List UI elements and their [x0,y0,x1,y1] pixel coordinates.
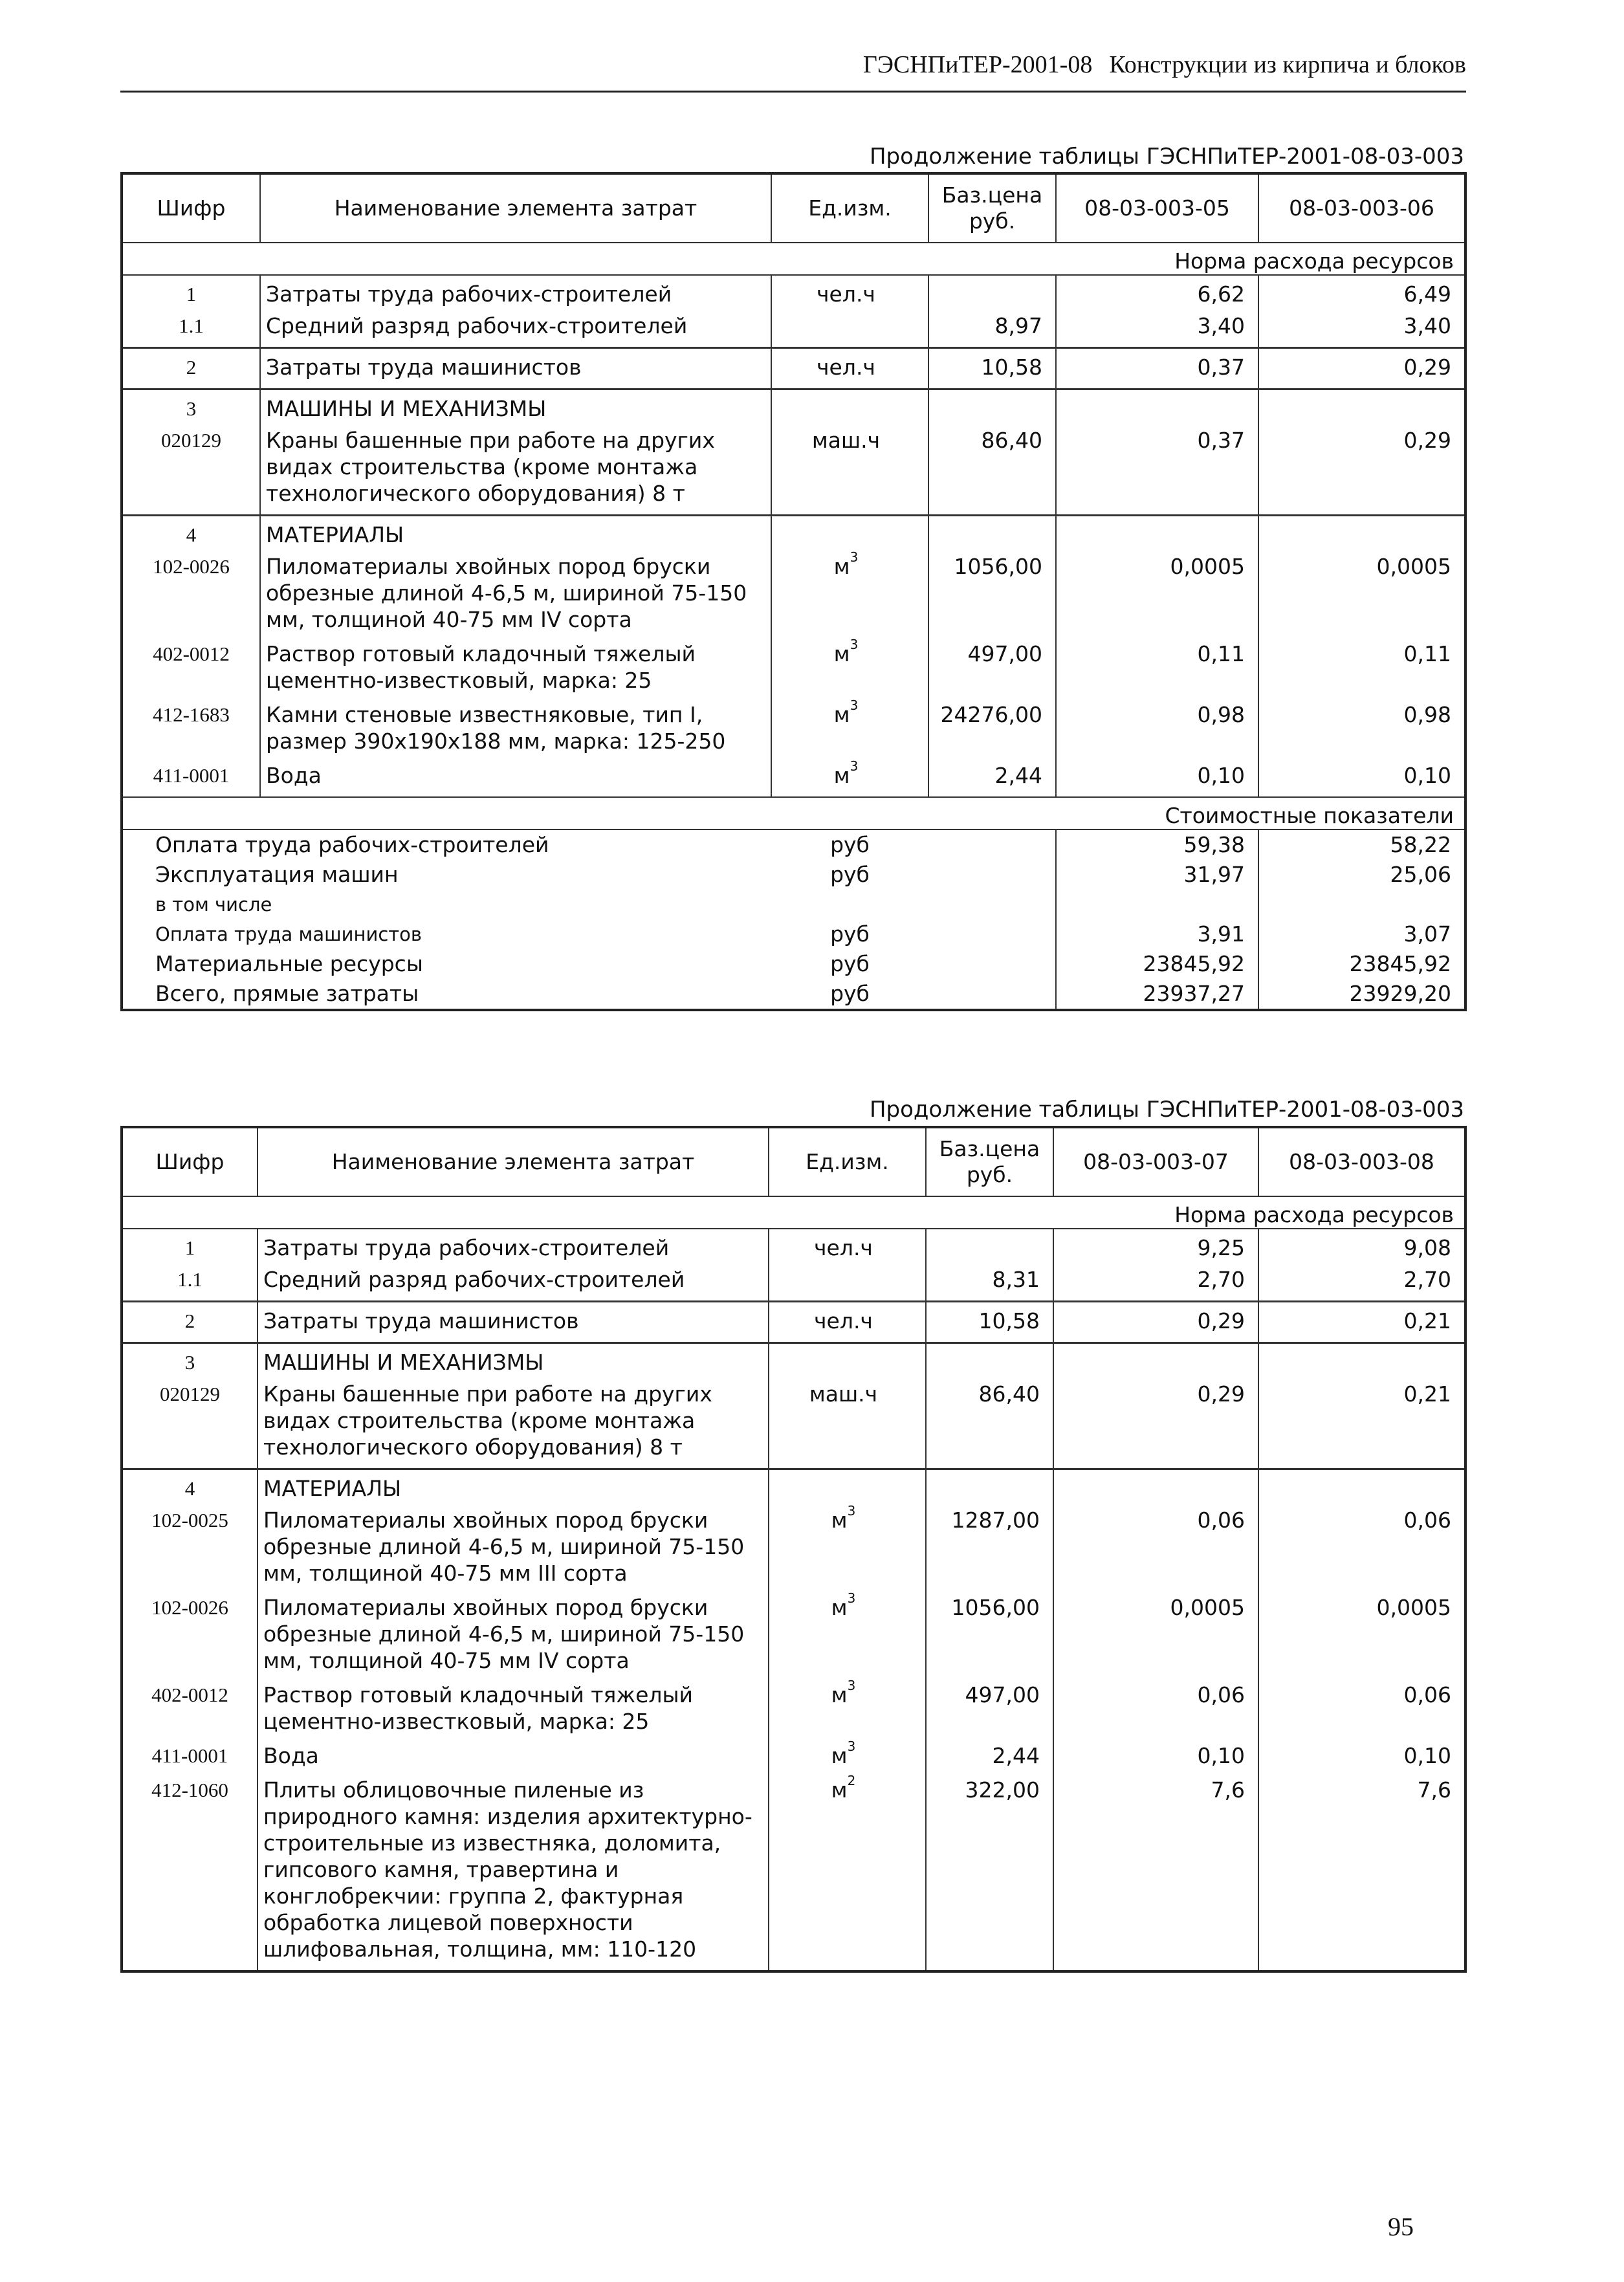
header-price [928,173,1056,243]
cost-row [122,829,1465,860]
row-unit: чел.ч [769,1302,926,1343]
row-value-a: 0,06 [1053,1682,1258,1742]
row-value-a: 0,10 [1056,762,1258,797]
cost-name: Оплата труда рабочих-строителей [155,832,549,857]
cost-unit: руб [830,921,870,947]
row-value-b: 0,21 [1258,1302,1465,1343]
cost-unit: руб [830,981,870,1006]
cost-value-b: 3,07 [1258,919,1465,949]
row-name: Затраты труда рабочих-строителей [258,1229,769,1261]
row-code: 102-0026 [122,548,260,641]
cost-name: Всего, прямые затраты [155,981,419,1006]
table1 [120,172,1467,1011]
section-title: МАТЕРИАЛЫ [260,516,771,549]
row-unit: $м^3$ [769,1682,926,1742]
row-code: 411-0001 [122,1742,258,1777]
row-value-b: 0,29 [1258,422,1465,516]
table-row [122,1502,1465,1594]
row-name: Пиломатериалы хвойных пород бруски обрезные длиной 4-6,5 м, шириной 75-150 мм, толщиной 40-75 мм IV сорта [258,1594,769,1682]
header-col-b: 08-03-003-06 [1258,173,1465,243]
row-value-b: 0,11 [1258,641,1465,701]
row-code: 1 [122,1229,258,1261]
row-code: 2 [122,348,260,389]
row-value-a: 0,98 [1056,701,1258,762]
table-row [122,275,1465,307]
row-price: 2,44 [928,762,1056,797]
section-code: 3 [122,389,260,422]
cost-value-b: 25,06 [1258,860,1465,890]
row-code: 402-0012 [122,1682,258,1742]
table1-caption: Продолжение таблицы ГЭСНПиТЕР-2001-08-03-003 [869,144,1464,170]
row-value-a: 6,62 [1056,275,1258,307]
cost-row [122,860,1465,890]
section-code: 4 [122,1469,258,1502]
row-unit [771,307,928,348]
row-code: 1.1 [122,307,260,348]
header-col-a: 08-03-003-05 [1056,173,1258,243]
cost-value-a: 3,91 [1056,919,1258,949]
row-code: 102-0025 [122,1502,258,1594]
row-code: 2 [122,1302,258,1343]
section-code: 3 [122,1343,258,1376]
cost-value-a: 59,38 [1056,829,1258,860]
section-row [122,389,1465,422]
row-name: Плиты облицовочные пиленые из природного камня: изделия архитектурно-строительные из известняка, доломита, гипсового камня, травертина и конглобрекчии: группа 2, фактурная обработка лицевой поверхности шлифовальная, толщина, мм: 110-120 [258,1777,769,1971]
section-row [122,1469,1465,1502]
row-price: 10,58 [928,348,1056,389]
cost-label: Стоимостные показатели [122,797,1465,829]
header-code: Шифр [122,173,260,243]
header-price-line2: руб. [966,1162,1013,1187]
header-price-line1: Баз.цена [941,182,1043,208]
row-name: Средний разряд рабочих-строителей [260,307,771,348]
table-row [122,641,1465,701]
row-name: Вода [260,762,771,797]
row-name: Пиломатериалы хвойных пород бруски обрезные длиной 4-6,5 м, шириной 75-150 мм, толщиной 40-75 мм IV сорта [260,548,771,641]
header-code: Шифр [122,1127,258,1196]
header-price [926,1127,1053,1196]
section-row [122,516,1465,549]
row-value-b: 0,21 [1258,1376,1465,1469]
cost-value-b: 58,22 [1258,829,1465,860]
row-value-b: 3,40 [1258,307,1465,348]
cost-row [122,979,1465,1010]
row-code: 402-0012 [122,641,260,701]
cost-band [122,797,1465,829]
row-value-b: 0,0005 [1258,1594,1465,1682]
row-unit [769,1261,926,1302]
row-code: 1.1 [122,1261,258,1302]
section-title: МАТЕРИАЛЫ [258,1469,769,1502]
row-value-a: 0,29 [1053,1302,1258,1343]
row-value-a: 0,06 [1053,1502,1258,1594]
norm-band [122,1196,1465,1229]
norm-band [122,243,1465,275]
row-unit: $м^3$ [771,641,928,701]
cost-row [122,890,1465,919]
header-unit: Ед.изм. [769,1127,926,1196]
page-number: 95 [1388,2212,1414,2241]
cost-name: Эксплуатация машин [155,862,399,887]
row-code: 412-1683 [122,701,260,762]
cost-value-b: 23929,20 [1258,979,1465,1010]
table1-header-row [122,173,1465,243]
cost-value-a: 23937,27 [1056,979,1258,1010]
row-name: Раствор готовый кладочный тяжелый цементно-известковый, марка: 25 [260,641,771,701]
header-unit: Ед.изм. [771,173,928,243]
row-value-b: 0,10 [1258,762,1465,797]
table2-caption: Продолжение таблицы ГЭСНПиТЕР-2001-08-03-003 [869,1097,1464,1123]
row-value-a: 2,70 [1053,1261,1258,1302]
section-code: 4 [122,516,260,549]
row-price [928,275,1056,307]
row-name: Затраты труда машинистов [260,348,771,389]
header-col-b: 08-03-003-08 [1258,1127,1465,1196]
cost-row [122,919,1465,949]
table-row [122,1229,1465,1261]
row-unit: $м^3$ [771,762,928,797]
row-value-b: 0,10 [1258,1742,1465,1777]
row-value-b: 7,6 [1258,1777,1465,1971]
row-unit: $м^3$ [771,701,928,762]
norm-label: Норма расхода ресурсов [122,1196,1465,1229]
row-value-a: 0,10 [1053,1742,1258,1777]
row-code: 020129 [122,422,260,516]
row-value-b: 0,98 [1258,701,1465,762]
norm-label: Норма расхода ресурсов [122,243,1465,275]
page-header [120,50,1466,93]
row-name: Раствор готовый кладочный тяжелый цементно-известковый, марка: 25 [258,1682,769,1742]
row-price: 8,97 [928,307,1056,348]
row-value-b: 0,29 [1258,348,1465,389]
header-col-a: 08-03-003-07 [1053,1127,1258,1196]
cost-row [122,949,1465,979]
row-code: 1 [122,275,260,307]
row-value-a: 3,40 [1056,307,1258,348]
cost-name: в том числе [155,894,272,916]
row-value-a: 7,6 [1053,1777,1258,1971]
cost-unit: руб [830,862,870,887]
row-unit: $м^3$ [769,1594,926,1682]
cost-value-a: 23845,92 [1056,949,1258,979]
table-row [122,348,1465,389]
table-row [122,422,1465,516]
row-unit: маш.ч [769,1376,926,1469]
row-name: Камни стеновые известняковые, тип I, размер 390x190x188 мм, марка: 125-250 [260,701,771,762]
row-price: 1056,00 [928,548,1056,641]
row-name: Средний разряд рабочих-строителей [258,1261,769,1302]
table-row [122,762,1465,797]
row-price [926,1229,1053,1261]
row-value-a: 0,0005 [1053,1594,1258,1682]
row-value-b: 0,0005 [1258,548,1465,641]
row-price: 86,40 [926,1376,1053,1469]
table-row [122,1261,1465,1302]
document-title: Конструкции из кирпича и блоков [1109,51,1466,78]
table-row [122,307,1465,348]
row-value-a: 0,37 [1056,348,1258,389]
table-row [122,1742,1465,1777]
row-price: 1056,00 [926,1594,1053,1682]
cost-name: Материальные ресурсы [155,951,423,976]
row-name: Краны башенные при работе на других видах строительства (кроме монтажа технологического оборудования) 8 т [260,422,771,516]
cost-unit: руб [830,832,870,857]
row-value-a: 0,0005 [1056,548,1258,641]
row-price: 1287,00 [926,1502,1053,1594]
row-price: 322,00 [926,1777,1053,1971]
row-price: 497,00 [928,641,1056,701]
table2-header-row [122,1127,1465,1196]
table-row [122,1594,1465,1682]
table-row [122,701,1465,762]
row-unit: чел.ч [769,1229,926,1261]
cost-name: Оплата труда машинистов [155,923,422,945]
row-value-b: 0,06 [1258,1682,1465,1742]
row-price: 8,31 [926,1261,1053,1302]
row-unit: $м^3$ [771,548,928,641]
row-name: Пиломатериалы хвойных пород бруски обрезные длиной 4-6,5 м, шириной 75-150 мм, толщиной 40-75 мм III сорта [258,1502,769,1594]
row-code: 020129 [122,1376,258,1469]
cost-unit: руб [830,951,870,976]
header-name: Наименование элемента затрат [258,1127,769,1196]
row-name: Вода [258,1742,769,1777]
row-name: Затраты труда рабочих-строителей [260,275,771,307]
row-price: 10,58 [926,1302,1053,1343]
table-row [122,1302,1465,1343]
row-code: 411-0001 [122,762,260,797]
row-price: 497,00 [926,1682,1053,1742]
table-row [122,1376,1465,1469]
row-value-a: 0,29 [1053,1376,1258,1469]
row-code: 412-1060 [122,1777,258,1971]
section-title: МАШИНЫ И МЕХАНИЗМЫ [258,1343,769,1376]
table2 [120,1126,1467,1973]
row-value-b: 6,49 [1258,275,1465,307]
row-name: Краны башенные при работе на других видах строительства (кроме монтажа технологического оборудования) 8 т [258,1376,769,1469]
document-code: ГЭСНПиТЕР-2001-08 [862,51,1093,78]
row-code: 102-0026 [122,1594,258,1682]
row-value-a: 0,37 [1056,422,1258,516]
row-value-b: 2,70 [1258,1261,1465,1302]
row-value-a: 0,11 [1056,641,1258,701]
row-unit: $м^2$ [769,1777,926,1971]
cost-value-a: 31,97 [1056,860,1258,890]
row-unit: $м^3$ [769,1742,926,1777]
row-value-a: 9,25 [1053,1229,1258,1261]
row-price: 24276,00 [928,701,1056,762]
header-price-line2: руб. [969,208,1016,234]
row-unit: маш.ч [771,422,928,516]
table-row [122,548,1465,641]
section-row [122,1343,1465,1376]
cost-value-b: 23845,92 [1258,949,1465,979]
header-name: Наименование элемента затрат [260,173,771,243]
row-value-b: 0,06 [1258,1502,1465,1594]
header-price-line1: Баз.цена [939,1136,1040,1161]
row-name: Затраты труда машинистов [258,1302,769,1343]
table-row [122,1682,1465,1742]
row-value-b: 9,08 [1258,1229,1465,1261]
section-title: МАШИНЫ И МЕХАНИЗМЫ [260,389,771,422]
row-unit: чел.ч [771,348,928,389]
row-price: 86,40 [928,422,1056,516]
row-unit: $м^3$ [769,1502,926,1594]
row-unit: чел.ч [771,275,928,307]
table-row [122,1777,1465,1971]
row-price: 2,44 [926,1742,1053,1777]
